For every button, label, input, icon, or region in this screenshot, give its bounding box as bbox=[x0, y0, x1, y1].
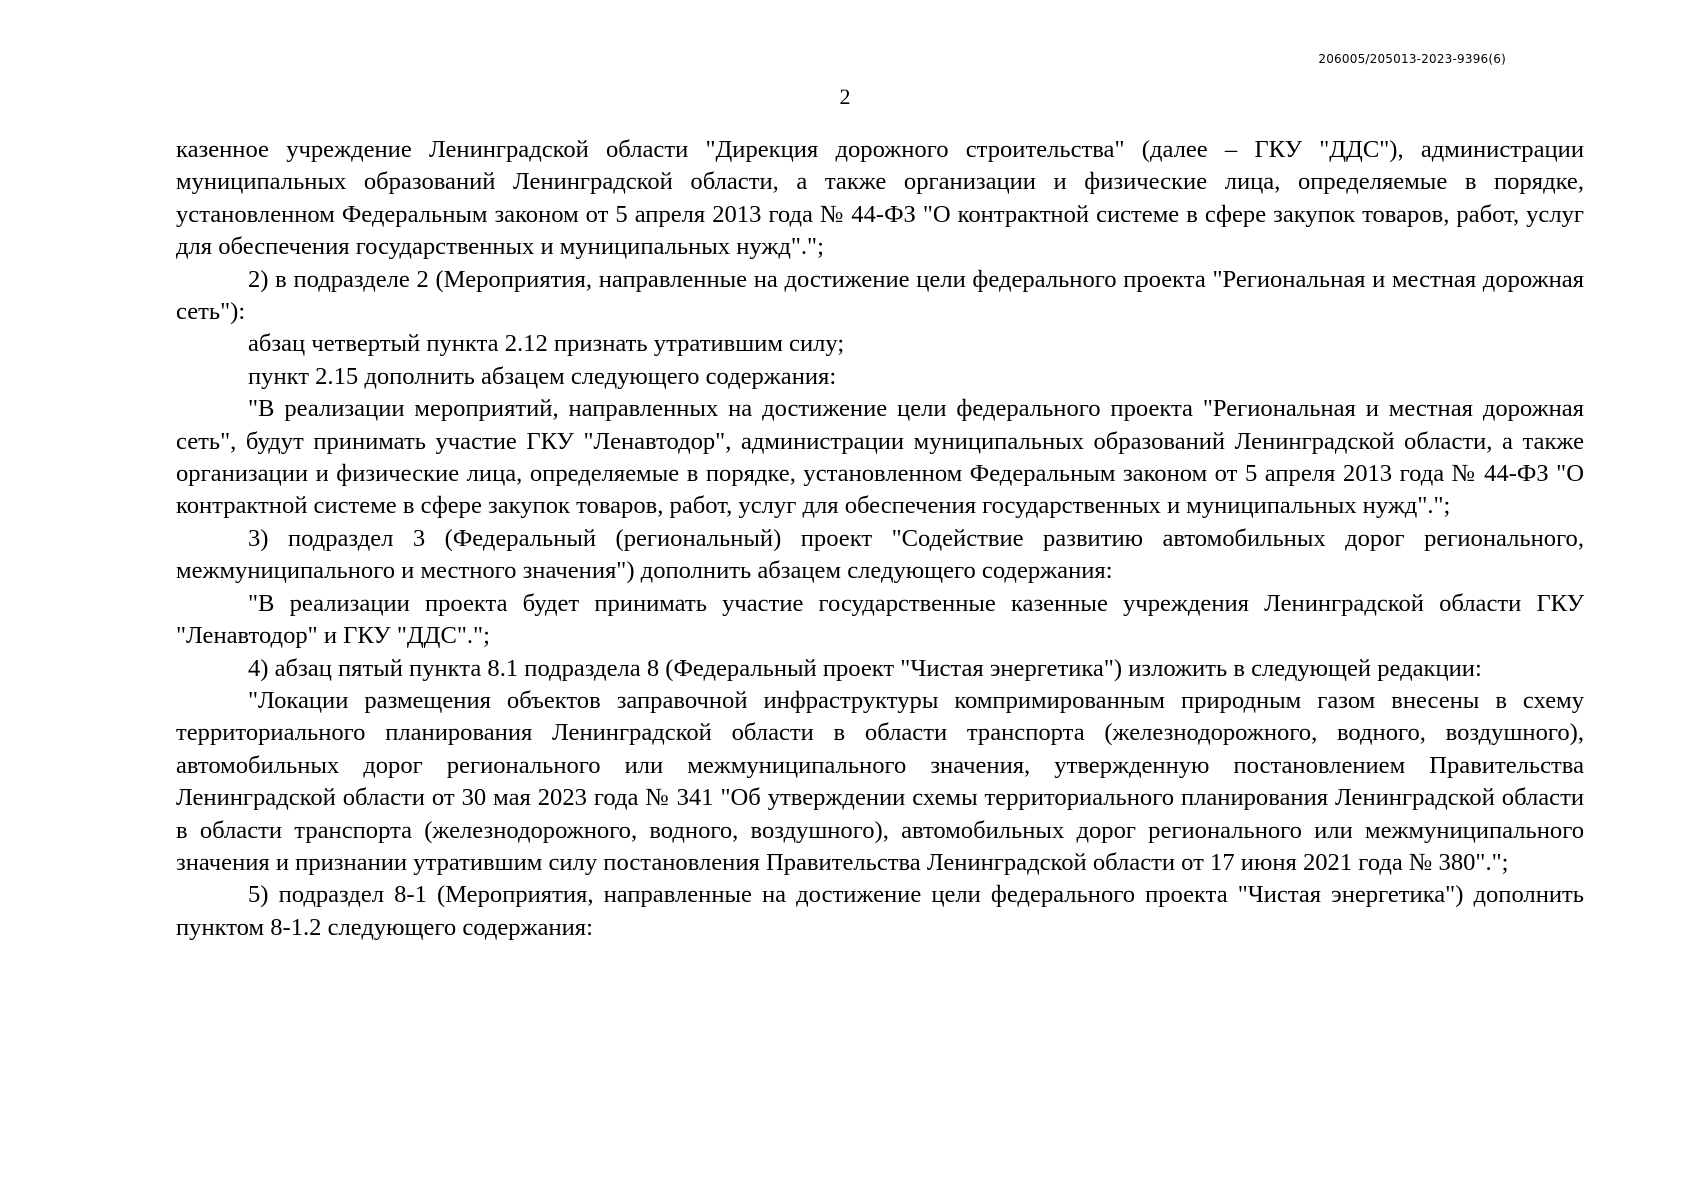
paragraph-quote-8-1: "Локации размещения объектов заправочной инфраструктуры компримированным природным газом внесены в схему территориального планирования Ленинградской области в области транспорта (железнодорожного, водного, воздушного), автомобильных дорог регионального или межмуниципального значения, утвержденную постановлением Правительства Ленинградской области от 30 мая 2023 года № 341 "Об утверждении схемы территориального планирования Ленинградской области в области транспорта (железнодорожного, водного, воздушного), автомобильных дорог регионального или межмуниципального значения и признании утратившим силу постановления Правительства Ленинградской области от 17 июня 2021 года № 380"."; bbox=[176, 686, 1584, 876]
paragraph-quote-3: "В реализации проекта будет принимать участие государственные казенные учреждения Ленинградской области ГКУ "Ленавтодор" и ГКУ "ДДС"."; bbox=[176, 589, 1584, 650]
paragraph-continuation: казенное учреждение Ленинградской области "Дирекция дорожного строительства" (далее – ГКУ "ДДС"), администрации муниципальных образований Ленинградской области, а также организации и физические лица, определяемые в порядке, установленном Федеральным законом от 5 апреля 2013 года № 44-ФЗ "О контрактной системе в сфере закупок товаров, работ, услуг для обеспечения государственных и муниципальных нужд"."; bbox=[176, 136, 1584, 261]
paragraph-item-2-b: пункт 2.15 дополнить абзацем следующего содержания: bbox=[248, 362, 837, 390]
paragraph-item-3: 3) подраздел 3 (Федеральный (региональный) проект "Содействие развитию автомобильных дорог регионального, межмуниципального и местного значения") дополнить абзацем следующего содержания: bbox=[176, 524, 1584, 585]
document-body bbox=[176, 134, 1584, 944]
paragraph-quote-2-15: "В реализации мероприятий, направленных на достижение цели федерального проекта "Региональная и местная дорожная сеть", будут принимать участие ГКУ "Ленавтодор", администрации муниципальных образований Ленинградской области, а также организации и физические лица, определяемые в порядке, установленном Федеральным законом от 5 апреля 2013 года № 44-ФЗ "О контрактной системе в сфере закупок товаров, работ, услуг для обеспечения государственных и муниципальных нужд"."; bbox=[176, 395, 1584, 520]
paragraph-item-2: 2) в подразделе 2 (Мероприятия, направленные на достижение цели федерального проекта "Региональная и местная дорожная сеть"): bbox=[176, 265, 1584, 326]
paragraph-item-2-a: абзац четвертый пункта 2.12 признать утратившим силу; bbox=[248, 330, 845, 358]
page-number: 2 bbox=[839, 84, 851, 109]
paragraph-item-5: 5) подраздел 8-1 (Мероприятия, направленные на достижение цели федерального проекта "Чистая энергетика") дополнить пунктом 8-1.2 следующего содержания: bbox=[176, 881, 1584, 941]
document-code: 206005/205013-2023-9396(6) bbox=[1318, 52, 1506, 66]
paragraph-item-4: 4) абзац пятый пункта 8.1 подраздела 8 (Федеральный проект "Чистая энергетика") изложить в следующей редакции: bbox=[248, 654, 1482, 682]
